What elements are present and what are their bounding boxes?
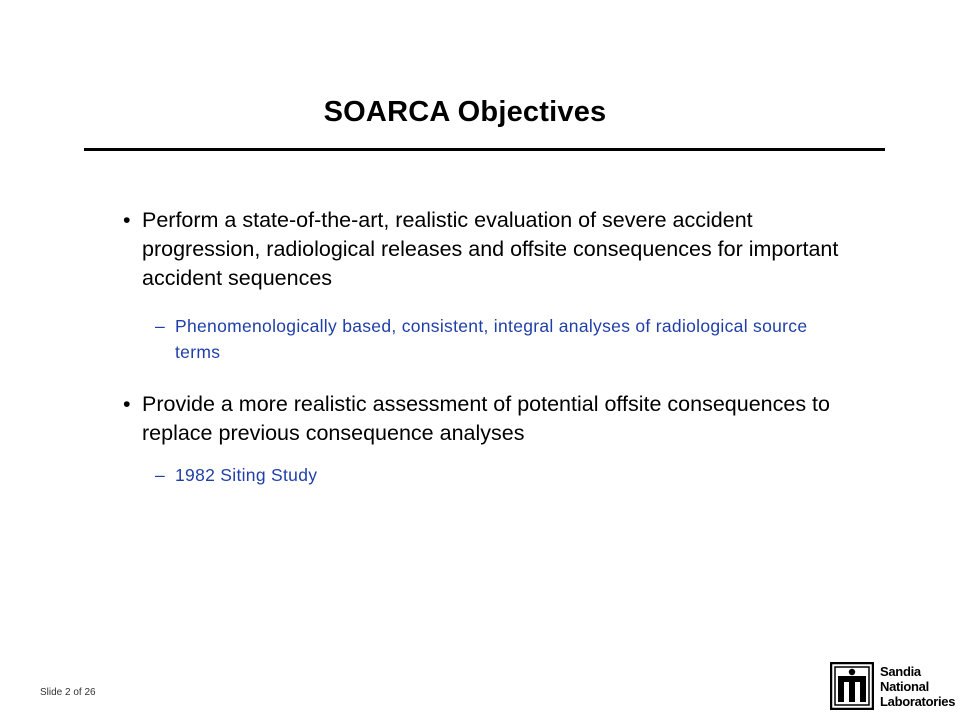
logo-wordmark bbox=[880, 664, 955, 709]
bullet-text: Provide a more realistic assessment of potential offsite consequences to replace previous consequence analyses bbox=[142, 392, 830, 445]
bullet-item bbox=[123, 390, 843, 448]
sub-bullet-marker: – bbox=[155, 316, 166, 336]
logo-line: Laboratories bbox=[880, 694, 956, 709]
sub-bullet-marker: – bbox=[155, 465, 166, 485]
sandia-logo bbox=[830, 662, 956, 712]
slide-number: Slide 2 of 26 bbox=[40, 687, 96, 698]
sub-bullet-text: Phenomenologically based, consistent, integral analyses of radiological source terms bbox=[175, 316, 808, 362]
slide-title: SOARCA Objectives bbox=[323, 96, 607, 128]
sandia-thunderbird-icon bbox=[830, 662, 874, 710]
bullet-marker: • bbox=[123, 208, 131, 232]
bullet-text: Perform a state-of-the-art, realistic evaluation of severe accident progression, radiological releases and offsite consequences for important accident sequences bbox=[142, 208, 839, 290]
sub-bullet-item bbox=[155, 462, 835, 488]
logo-line: Sandia bbox=[880, 664, 921, 679]
sub-bullet-text: 1982 Siting Study bbox=[175, 465, 318, 485]
bullet-marker: • bbox=[123, 392, 131, 416]
bullet-item bbox=[123, 206, 843, 293]
title-divider bbox=[84, 148, 885, 151]
sub-bullet-item bbox=[155, 313, 835, 365]
logo-line: National bbox=[880, 679, 929, 694]
